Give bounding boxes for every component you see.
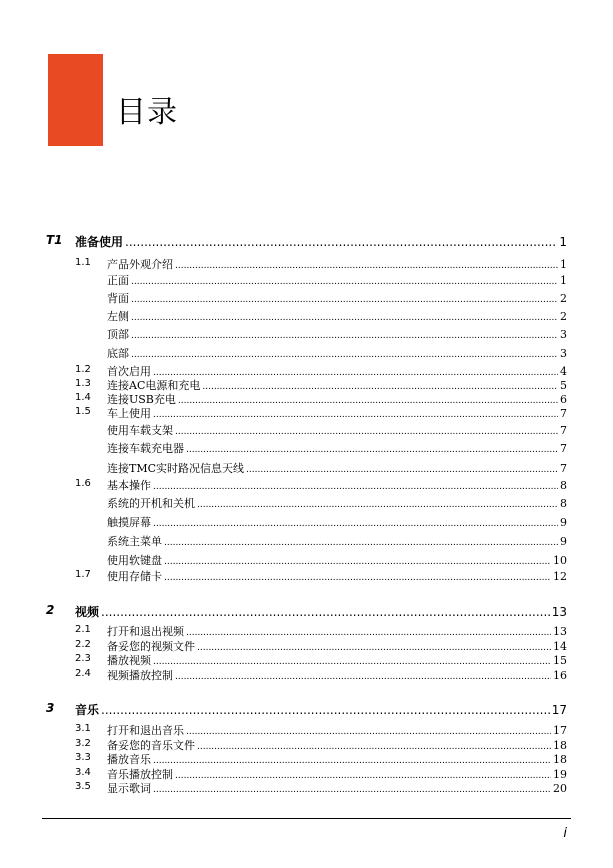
entry-page: 3 xyxy=(560,347,567,360)
entry-title: 连接AC电源和充电 xyxy=(107,379,201,392)
entry-page: 9 xyxy=(560,535,567,548)
entry-page: 9 xyxy=(560,516,567,529)
toc-entry[interactable] xyxy=(0,404,613,421)
entry-number: 1.6 xyxy=(75,478,91,489)
entry-title: 车上使用 xyxy=(107,407,151,420)
entry-title: 底部 xyxy=(107,347,129,360)
toc-entry[interactable] xyxy=(0,666,613,683)
entry-number: 1.7 xyxy=(75,569,91,580)
dot-leader xyxy=(131,295,558,305)
entry-page: 15 xyxy=(553,654,567,667)
entry-page: 14 xyxy=(553,640,567,653)
entry-page: 10 xyxy=(553,554,567,567)
entry-title: 视频播放控制 xyxy=(107,669,173,682)
entry-number: 3.3 xyxy=(75,752,91,763)
toc-entry[interactable] xyxy=(0,255,613,272)
page-title: 目录 xyxy=(116,95,178,130)
entry-title: 连接车载充电器 xyxy=(107,442,184,455)
toc-entry[interactable] xyxy=(0,779,613,796)
chapter-title: 音乐 xyxy=(75,703,100,717)
entry-title: 打开和退出视频 xyxy=(107,625,184,638)
entry-number: 2.1 xyxy=(75,624,91,635)
toc-entry[interactable] xyxy=(0,551,613,568)
entry-title: 播放音乐 xyxy=(107,753,151,766)
dot-leader xyxy=(125,235,557,249)
entry-title: 使用存储卡 xyxy=(107,570,162,583)
entry-number: 1.5 xyxy=(75,406,91,417)
entry-title: 连接TMC实时路况信息天线 xyxy=(107,462,245,475)
entry-title: 备妥您的音乐文件 xyxy=(107,739,195,752)
entry-title: 背面 xyxy=(107,292,129,305)
entry-page: 18 xyxy=(553,753,567,766)
dot-leader xyxy=(153,482,558,492)
entry-page: 16 xyxy=(553,669,567,682)
dot-leader xyxy=(131,331,558,341)
toc-entry[interactable] xyxy=(0,494,613,511)
entry-title: 产品外观介绍 xyxy=(107,258,173,271)
entry-number: 3.5 xyxy=(75,781,91,792)
entry-page: 1 xyxy=(560,258,567,271)
entry-page: 18 xyxy=(553,739,567,752)
dot-leader xyxy=(164,557,551,567)
entry-title: 备妥您的视频文件 xyxy=(107,640,195,653)
dot-leader xyxy=(101,605,550,619)
entry-page: 8 xyxy=(560,497,567,510)
entry-page: 7 xyxy=(560,442,567,455)
entry-page: 5 xyxy=(560,379,567,392)
entry-number: 1.4 xyxy=(75,392,91,403)
chapter-number: T1 xyxy=(46,233,63,247)
page-number: i xyxy=(563,826,567,841)
toc-entry[interactable] xyxy=(0,532,613,549)
entry-page: 7 xyxy=(560,407,567,420)
toc-entry[interactable] xyxy=(0,289,613,306)
dot-leader xyxy=(164,538,558,548)
dot-leader xyxy=(101,703,550,717)
dot-leader xyxy=(153,519,558,529)
entry-number: 3.4 xyxy=(75,767,91,778)
entry-title: 系统主菜单 xyxy=(107,535,162,548)
entry-number: 2.3 xyxy=(75,653,91,664)
chapter-page: 13 xyxy=(551,605,567,619)
dot-leader xyxy=(175,672,551,682)
toc-chapter[interactable] xyxy=(0,600,613,620)
entry-title: 打开和退出音乐 xyxy=(107,724,184,737)
entry-number: 1.1 xyxy=(75,257,91,268)
entry-page: 19 xyxy=(553,768,567,781)
entry-number: 1.2 xyxy=(75,364,91,375)
entry-title: 基本操作 xyxy=(107,479,151,492)
footer-divider xyxy=(42,818,571,819)
entry-title: 显示歌词 xyxy=(107,782,151,795)
toc-entry[interactable] xyxy=(0,325,613,342)
entry-number: 2.4 xyxy=(75,668,91,679)
chapter-page: 1 xyxy=(559,235,567,249)
dot-leader xyxy=(164,573,551,583)
toc-entry[interactable] xyxy=(0,344,613,361)
toc-chapter[interactable] xyxy=(0,230,613,250)
entry-number: 1.3 xyxy=(75,378,91,389)
entry-title: 连接USB充电 xyxy=(107,393,176,406)
chapter-number: 2 xyxy=(46,603,55,617)
dot-leader xyxy=(131,277,558,287)
entry-title: 正面 xyxy=(107,274,129,287)
toc-entry[interactable] xyxy=(0,271,613,288)
dot-leader xyxy=(186,445,558,455)
entry-page: 3 xyxy=(560,328,567,341)
entry-number: 2.2 xyxy=(75,639,91,650)
entry-page: 1 xyxy=(560,274,567,287)
entry-page: 20 xyxy=(553,782,567,795)
entry-page: 7 xyxy=(560,424,567,437)
entry-title: 使用车载支架 xyxy=(107,424,173,437)
toc-entry[interactable] xyxy=(0,476,613,493)
entry-title: 播放视频 xyxy=(107,654,151,667)
entry-page: 6 xyxy=(560,393,567,406)
entry-number: 3.1 xyxy=(75,723,91,734)
entry-title: 触摸屏幕 xyxy=(107,516,151,529)
entry-page: 13 xyxy=(553,625,567,638)
entry-page: 2 xyxy=(560,310,567,323)
chapter-number: 3 xyxy=(46,701,55,715)
dot-leader xyxy=(131,350,558,360)
dot-leader xyxy=(197,500,558,510)
chapter-title: 视频 xyxy=(75,605,100,619)
toc-chapter[interactable] xyxy=(0,698,613,718)
entry-title: 使用软键盘 xyxy=(107,554,162,567)
dot-leader xyxy=(175,261,558,271)
entry-title: 左侧 xyxy=(107,310,129,323)
entry-page: 17 xyxy=(553,724,567,737)
entry-page: 4 xyxy=(560,365,567,378)
dot-leader xyxy=(153,410,558,420)
entry-page: 7 xyxy=(560,462,567,475)
entry-title: 顶部 xyxy=(107,328,129,341)
toc-entry[interactable] xyxy=(0,307,613,324)
toc-entry[interactable] xyxy=(0,439,613,456)
dot-leader xyxy=(153,785,551,795)
dot-leader xyxy=(131,313,558,323)
chapter-color-block xyxy=(48,54,103,146)
toc-entry[interactable] xyxy=(0,513,613,530)
entry-title: 音乐播放控制 xyxy=(107,768,173,781)
chapter-title: 准备使用 xyxy=(75,235,124,249)
entry-page: 12 xyxy=(553,570,567,583)
entry-page: 2 xyxy=(560,292,567,305)
entry-number: 3.2 xyxy=(75,738,91,749)
entry-title: 系统的开机和关机 xyxy=(107,497,195,510)
dot-leader xyxy=(175,427,558,437)
entry-page: 8 xyxy=(560,479,567,492)
toc-entry[interactable] xyxy=(0,459,613,476)
toc-entry[interactable] xyxy=(0,567,613,584)
toc-entry[interactable] xyxy=(0,421,613,438)
dot-leader xyxy=(246,465,558,475)
entry-title: 首次启用 xyxy=(107,365,151,378)
chapter-page: 17 xyxy=(551,703,567,717)
